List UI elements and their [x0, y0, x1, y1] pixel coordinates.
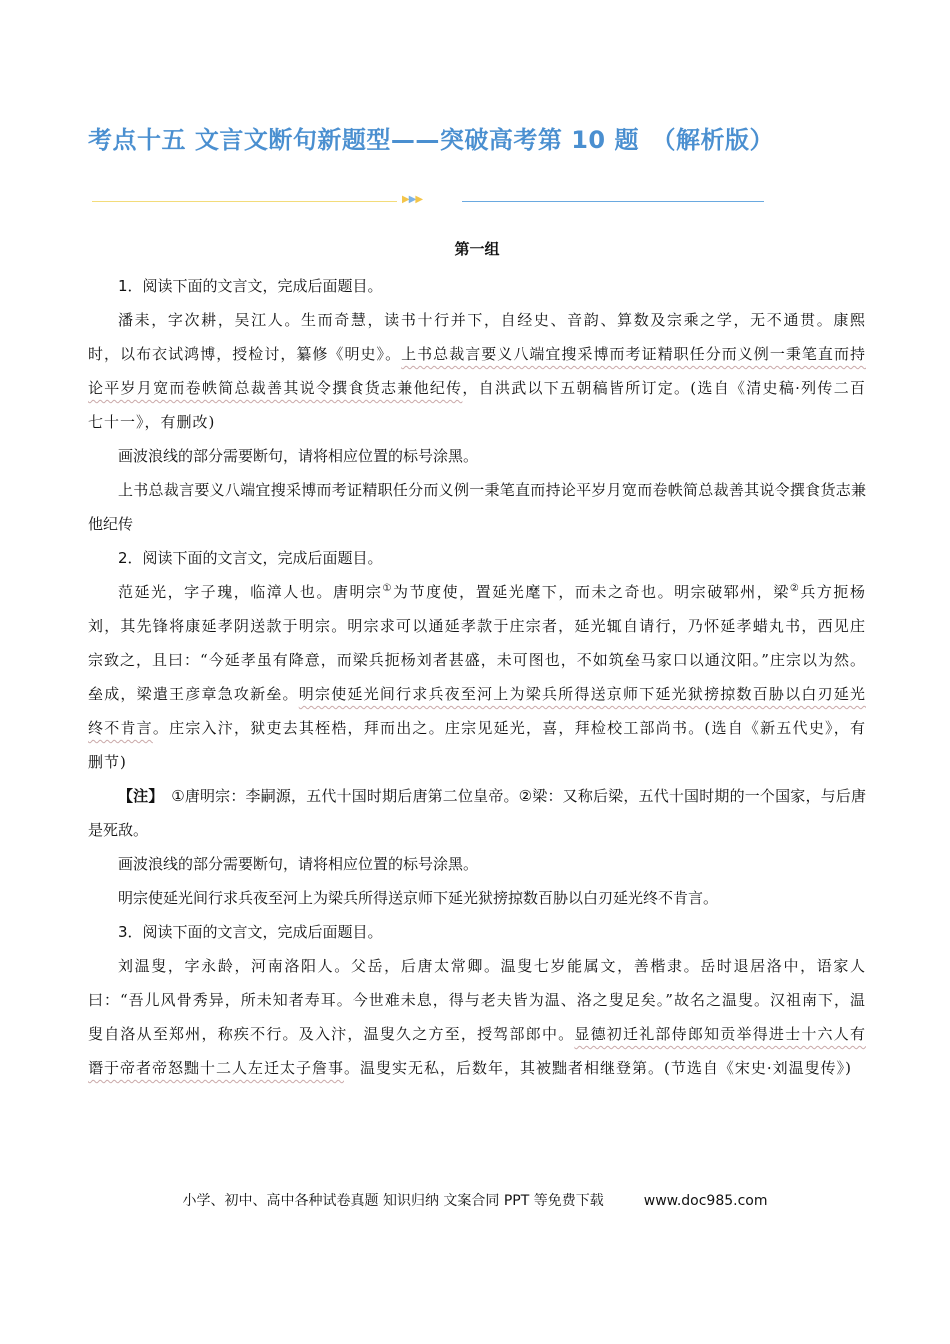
question-1-instruction: 画波浪线的部分需要断句，请将相应位置的标号涂黑。 [118, 447, 479, 465]
arrow-icon: ▶▶▶ [402, 194, 423, 205]
footnote-ref-2: ② [789, 583, 801, 594]
divider-left-line [92, 201, 397, 202]
question-2-passage: 范延光，字子瑰，临漳人也。唐明宗①为节度使，置延光麾下，而未之奇也。明宗破郓州，梁②兵方扼杨刘，其先锋将康延孝阴送款于明宗。明宗求可以通延孝款于庄宗者，延光辄自请行，乃怀延孝蜡丸书，西见庄宗致之，且曰：“今延孝虽有降意，而梁兵扼杨刘者甚盛，未可图也，不如筑垒马家口以通汶阳。”庄宗以为然。垒成，梁遣王彦章急攻新垒。明宗使延光间行求兵夜至河上为梁兵所得送京师下延光狱搒掠数百胁以白刃延光终不肯言。庄宗入汴，狱吏去其桎梏，拜而出之。庄宗见延光，喜，拜检校工部尚书。(选自《新五代史》，有删节) [88, 583, 866, 771]
document-body [88, 238, 866, 1085]
wavy-underlined-text: 上书总裁言要义八端宜搜采博而考证精职任分而义例一秉笔直而持论平岁月宽而卷帙简总裁善其说令撰食货志兼他纪传 [88, 345, 866, 397]
note-label: 【注】 [118, 787, 157, 805]
question-2-sentence: 明宗使延光间行求兵夜至河上为梁兵所得送京师下延光狱搒掠数百胁以白刃延光终不肯言。 [118, 889, 719, 907]
footer-url[interactable]: www.doc985.com [643, 1193, 768, 1209]
page-title: 考点十五 文言文断句新题型——突破高考第 10 题 （解析版） [88, 126, 774, 154]
question-3-stem: 3．阅读下面的文言文，完成后面题目。 [118, 923, 383, 941]
question-1-stem: 1．阅读下面的文言文，完成后面题目。 [118, 277, 383, 295]
question-3-passage: 刘温叟，字永龄，河南洛阳人。父岳，后唐太常卿。温叟七岁能属文，善楷隶。岳时退居洛中，语家人曰：“吾儿风骨秀异，所未知者寿耳。今世难未息，得与老夫皆为温、洛之叟足矣。”故名之温叟。汉祖南下，温叟自洛从至郑州，称疾不行。及入汴，温叟久之方至，授驾部郎中。显德初迁礼部侍郎知贡举得进士十六人有谮于帝者帝怒黜十二人左迁太子詹事。温叟实无私，后数年，其被黜者相继登第。(节选自《宋史·刘温叟传》) [88, 957, 866, 1077]
wavy-underlined-text: 明宗使延光间行求兵夜至河上为梁兵所得送京师下延光狱搒掠数百胁以白刃延光终不肯言 [88, 685, 866, 737]
question-2-instruction: 画波浪线的部分需要断句，请将相应位置的标号涂黑。 [118, 855, 479, 873]
footer-text: 小学、初中、高中各种试卷真题 知识归纳 文案合同 PPT 等免费下载 [182, 1193, 604, 1209]
wavy-underlined-text: 显德初迁礼部侍郎知贡举得进士十六人有谮于帝者帝怒黜十二人左迁太子詹事 [88, 1025, 866, 1077]
title-divider [92, 196, 764, 208]
divider-right-line [462, 201, 764, 202]
question-2-stem: 2．阅读下面的文言文，完成后面题目。 [118, 549, 383, 567]
question-1-passage: 潘耒，字次耕，吴江人。生而奇慧，读书十行并下，自经史、音韵、算数及宗乘之学，无不通贯。康熙时，以布衣试鸿博，授检讨，纂修《明史》。上书总裁言要义八端宜搜采博而考证精职任分而义例一秉笔直而持论平岁月宽而卷帙简总裁善其说令撰食货志兼他纪传，自洪武以下五朝稿皆所订定。(选自《清史稿·列传二百七十一》，有删改) [88, 311, 866, 431]
question-2-note: 【注】 ①唐明宗：李嗣源，五代十国时期后唐第二位皇帝。②梁：又称后梁，五代十国时期的一个国家，与后唐是死敌。 [88, 787, 866, 839]
question-1-sentence: 上书总裁言要义八端宜搜采博而考证精职任分而义例一秉笔直而持论平岁月宽而卷帙简总裁善其说令撰食货志兼他纪传 [88, 481, 866, 533]
group-title: 第一组 [454, 240, 500, 258]
page-footer [0, 1190, 950, 1210]
footnote-ref-1: ① [382, 583, 394, 594]
